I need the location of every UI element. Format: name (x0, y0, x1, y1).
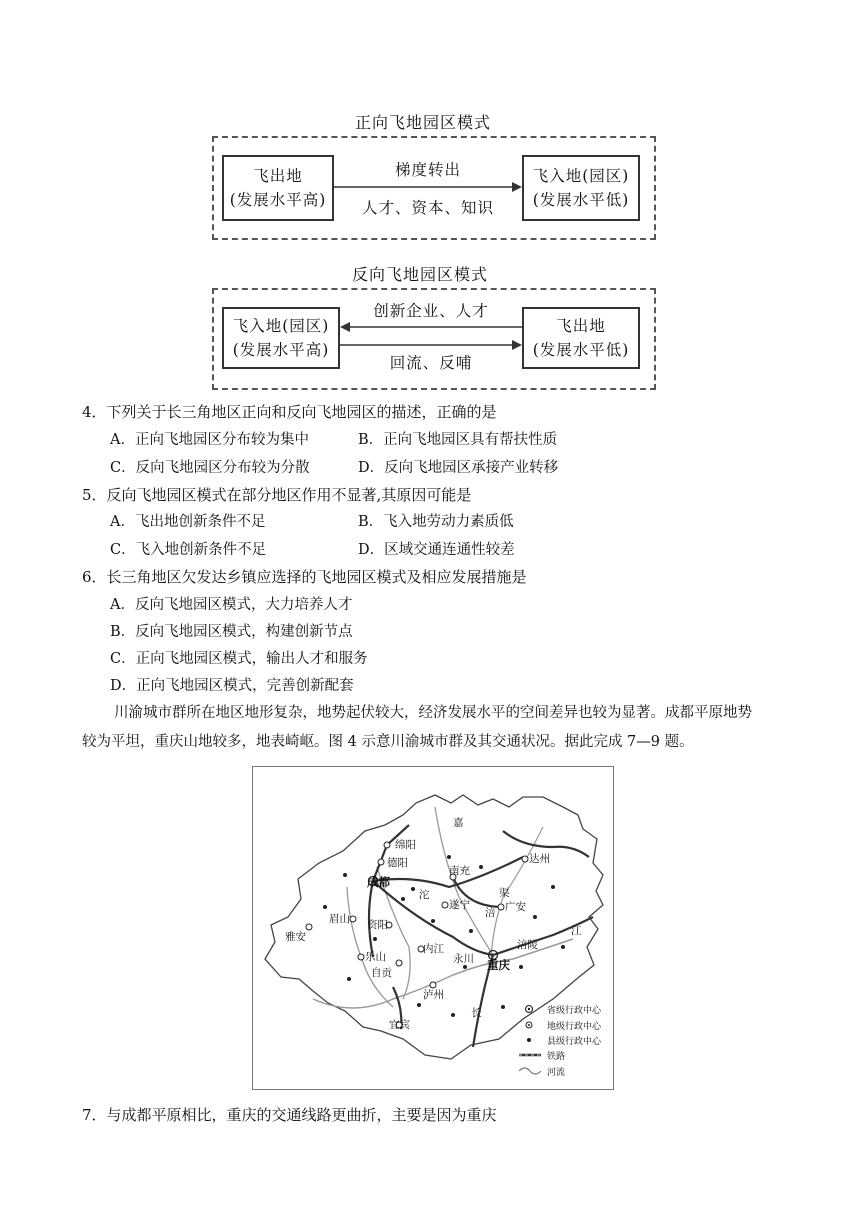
river-label-qu: 渠 (499, 887, 510, 899)
city-label-suining: 遂宁 (449, 899, 470, 911)
prefectural-marker (378, 859, 384, 865)
county-marker (417, 1003, 421, 1007)
city-label-dazhou: 达州 (529, 853, 550, 865)
reverse-arrow-left (340, 320, 524, 334)
forward-arrow (334, 180, 524, 194)
river-label-tuo: 沱 (419, 889, 430, 901)
forward-target-level: (发展水平低) (532, 191, 630, 209)
question-7-stem: 7．与成都平原相比，重庆的交通线路更曲折，主要是因为重庆 (82, 1106, 497, 1124)
county-marker (551, 885, 555, 889)
forward-arrow-top-label: 梯度转出 (394, 161, 461, 179)
city-label-guangan: 广安 (505, 901, 526, 913)
city-label-mianyang: 绵阳 (395, 839, 416, 851)
river-label-jialing: 嘉 (453, 817, 464, 829)
question-6-option-d: D．正向飞地园区模式，完善创新配套 (110, 678, 354, 694)
city-label-yaan: 雅安 (285, 931, 306, 943)
city-label-leshan: 乐山 (365, 951, 386, 963)
county-marker (343, 873, 347, 877)
county-marker (451, 1013, 455, 1017)
question-6-option-a: A．反向飞地园区模式，大力培养人才 (110, 597, 353, 613)
city-label-yongchuan: 永川 (453, 953, 474, 965)
prefectural-marker (358, 954, 364, 960)
city-label-meishan: 眉山 (329, 913, 350, 925)
reverse-diagram-title: 反向飞地园区模式 (352, 265, 489, 284)
question-6-option-c: C．正向飞地园区模式，输出人才和服务 (110, 651, 368, 667)
reverse-arrow-bottom-label: 回流、反哺 (389, 354, 473, 372)
question-5-option-d: D．区域交通连通性较差 (358, 542, 515, 558)
county-marker (469, 929, 473, 933)
legend-prefectural: 地级行政中心 (547, 1022, 602, 1032)
forward-source-name: 飞出地 (253, 167, 303, 185)
prefectural-marker (442, 902, 448, 908)
river-label-chang: 长 (471, 1007, 482, 1019)
question-5-option-a: A．飞出地创新条件不足 (110, 514, 266, 530)
city-label-yibin: 宜宾 (389, 1019, 410, 1031)
county-marker (431, 919, 435, 923)
city-label-neijiang: 内江 (423, 943, 444, 955)
county-marker (479, 865, 483, 869)
question-5-option-c: C．飞入地创新条件不足 (110, 542, 267, 558)
reverse-arrow-right (340, 338, 524, 352)
reverse-source-name: 飞出地 (556, 317, 606, 335)
forward-diagram-title: 正向飞地园区模式 (355, 113, 492, 132)
county-marker (347, 977, 351, 981)
prefectural-marker (396, 960, 402, 966)
question-4-option-c: C．反向飞地园区分布较为分散 (110, 460, 310, 476)
forward-source-level: (发展水平高) (229, 191, 327, 209)
legend-provincial: 省级行政中心 (547, 1006, 602, 1016)
forward-source-node (222, 155, 334, 221)
county-marker (561, 945, 565, 949)
city-label-chongqing: 重庆 (487, 958, 510, 972)
legend-river: 河流 (547, 1068, 566, 1078)
river-label-wu: 江 (571, 925, 582, 937)
question-5-option-b: B．飞入地劳动力素质低 (358, 514, 514, 530)
city-label-deyang: 德阳 (387, 857, 408, 869)
passage-line-1: 川渝城市群所在地区地形复杂，地势起伏较大，经济发展水平的空间差异也较为显著。成都平原地势 (114, 705, 752, 721)
city-label-luzhou: 泸州 (423, 989, 444, 1001)
reverse-source-node (522, 307, 640, 369)
reverse-target-level: (发展水平高) (232, 341, 330, 359)
prefectural-marker (498, 904, 504, 910)
legend-county: 县级行政中心 (547, 1037, 602, 1047)
river-label-fu: 涪 (485, 907, 496, 919)
reverse-target-name: 飞入地(园区) (232, 317, 330, 335)
forward-arrow-bottom-label: 人才、资本、知识 (361, 199, 494, 217)
question-4-option-b: B．正向飞地园区具有帮扶性质 (358, 432, 558, 448)
passage-line-2: 较为平坦，重庆山地较多，地表崎岖。图 4 示意川渝城市群及其交通状况。据此完成 7—9 题。 (82, 734, 694, 750)
map-figure (252, 766, 614, 1090)
county-marker (373, 937, 377, 941)
map-legend-symbols (519, 1006, 541, 1075)
city-label-ziyang: 资阳 (367, 919, 388, 931)
forward-target-name: 飞入地(园区) (532, 167, 630, 185)
prefectural-marker (306, 924, 312, 930)
question-4-option-a: A．正向飞地园区分布较为集中 (110, 432, 309, 448)
reverse-target-node (222, 307, 340, 369)
forward-target-node (522, 155, 640, 221)
question-4-stem: 4．下列关于长三角地区正向和反向飞地园区的描述，正确的是 (82, 403, 497, 421)
county-marker (447, 855, 451, 859)
question-5-stem: 5．反向飞地园区模式在部分地区作用不显著,其原因可能是 (82, 486, 472, 504)
county-marker (519, 965, 523, 969)
legend-railway: 铁路 (547, 1052, 566, 1062)
city-label-zigong: 自贡 (371, 967, 392, 979)
reverse-source-level: (发展水平低) (532, 341, 630, 359)
question-6-stem: 6．长三角地区欠发达乡镇应选择的飞地园区模式及相应发展措施是 (82, 568, 527, 586)
question-6-option-b: B．反向飞地园区模式，构建创新节点 (110, 624, 353, 640)
county-marker (401, 897, 405, 901)
county-marker (411, 887, 415, 891)
county-marker (323, 905, 327, 909)
prefectural-marker (522, 856, 528, 862)
county-marker (501, 1005, 505, 1009)
prefectural-marker (350, 916, 356, 922)
city-label-fuling: 涪陵 (517, 939, 538, 951)
county-marker (533, 915, 537, 919)
question-4-option-d: D．反向飞地园区承接产业转移 (358, 460, 559, 476)
city-label-chengdu: 成都 (367, 875, 390, 889)
city-label-nanchong: 南充 (449, 865, 470, 877)
prefectural-marker (384, 842, 390, 848)
reverse-arrow-top-label: 创新企业、人才 (373, 302, 489, 320)
